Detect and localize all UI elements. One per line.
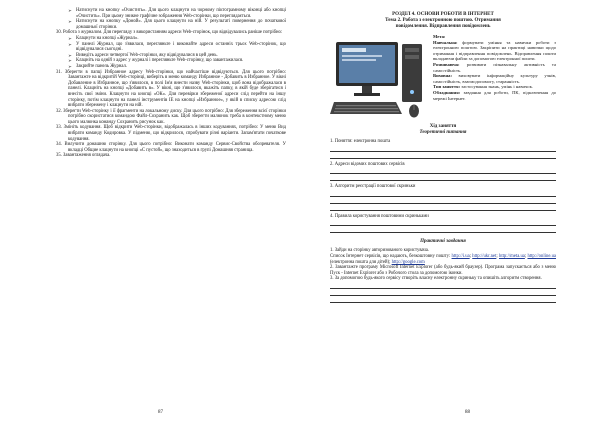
list-item: ➢ Клацніть на одній з адрес у журналі і перегляньте Web-сторінку, що завантажилася.	[68, 58, 286, 64]
goal-item: Тип заняття: застосування знань, умінь і навичок.	[433, 84, 533, 90]
practical-item-1: 1. Зайди на сторінку авторизованого користувача.	[330, 248, 429, 254]
step-30: 30. Робота з журналом. Для перегляду з використанням адреси Web-сторінок, що відвідувались раніше потрібно:	[56, 30, 283, 36]
theory-heading: Теоретичні питання	[419, 130, 467, 135]
answer-line	[330, 296, 556, 303]
goals-heading: Мета:	[433, 34, 446, 39]
items-top-list	[56, 8, 286, 30]
topic-line-1: Тема 2. Робота з електронною поштою. Отримання	[385, 18, 501, 23]
practical-item-2: 2. Завантажте програму Microsoft Internet Explorer (або будь-який браузер). Програма запускається або з меню Пуск - Internet Explorer або з Робочого стола за допомогою іконки.	[330, 265, 556, 276]
left-page-text	[56, 8, 286, 159]
list-item: ➢ Натиснути на кнопку «Очистить». Для цього клацнути на чорному піктограмному віконці або кнопці «Очистить». При цьому зникне графічне зображення Web-сторінки, що переглядається.	[68, 8, 286, 19]
step-34: 34. Вилучити домашню сторінку. Для цього потрібно: Виконати команду Сервис-Свойства обозревателя. У вкладці Общие клацнути на кнопці «С пустой», що знаходиться в групі Домашняя страница.	[56, 142, 286, 153]
link-google[interactable]: http://google.com	[391, 259, 425, 265]
answer-line	[330, 282, 556, 289]
practical-item-3: 3. За допомогою будь-якого сервісу створіть власну електронну скриньку та опишіть алгоритм створення.	[330, 276, 542, 282]
step-35: 35. Завантаження оглядача.	[56, 153, 111, 159]
list-item: ➢ У панелі Журнал, що з'явилася, перегляньте і виконайте адреси останніх трьох Web-сторінок, що відвідувалися сьогодні.	[68, 42, 286, 53]
link-i-ua[interactable]: http://i.ua	[451, 253, 470, 259]
question-3: 3. Алгоритм реєстрації поштової скриньки	[330, 184, 416, 190]
question-1: 1. Поняття: електронна пошта	[330, 139, 391, 144]
page-number-left: 87	[158, 410, 163, 415]
step-32: 32. Зберегти Web-сторінку і її фрагменти на локальному диску. Для цього потрібно: Для збереження всієї сторінки потрібно скористатися командою Файл-Сохранить как. Щоб зберегти малюнок треба в контекстному меню цього малюнка команду Сохранить рисунок как.	[56, 108, 286, 125]
answer-line	[330, 145, 556, 152]
answer-line	[330, 204, 556, 211]
items-30-list	[56, 36, 286, 70]
answer-line	[330, 226, 556, 233]
answer-line	[330, 190, 556, 197]
goal-item: Виховна: виховувати інформаційну культуру учнів, самостійність, взаємодопомогу, старанність.	[433, 73, 556, 84]
computer-illustration	[330, 36, 428, 120]
right-page	[300, 0, 600, 424]
list-item: ➢ Натиснути на кнопку «Домой». Для цього клацнути на ній. У результаті повернення до початкової домашньої сторінки.	[68, 19, 286, 30]
answer-line	[330, 152, 556, 159]
step-33: 33. Змініть кодування. Щоб відкрити Web-сторінки, відображалась в інших кодуваннях, потрібно: У меню Вид вибрати команду Кодировка. У підменю, що відкрилося, спробувати різні варіанти. Запам'ятати початкове кодування.	[56, 125, 286, 142]
link-online-ua[interactable]: http://online.ua	[527, 253, 556, 259]
section-title: РОЗДІЛ 4. ОСНОВИ РОБОТИ В ІНТЕРНЕТ	[392, 12, 494, 17]
answer-line	[330, 174, 556, 181]
step-31: 31. Зберегти в папці Избранное адресу Web-сторінки, що найчастіше відвідуються. Для цього потрібно: Завантажте на відкритій Web-сторінці, виберіть в меню команду Избранное - Добавить в Избранное. У вікні Добавление в Избранное, що з'явилося, в полі Ім'я внести назву Web-сторінки, щоб вона відображалася в панелі. Клацніть на кнопці «Добавить в». У вікні, що з'явилося, вкажіть папку, в якій буде зберігатися і внесіть свої зміни. Клацнути на кнопці «ОК». Для перевірки збереженої адреси слід перейти на іншу сторінку, потім клацнути на панелі інструментів IE на кнопці «Избранное», у якій в списку адресою слід вибрати збережену і клацнути на ній.	[56, 69, 286, 109]
answer-line	[330, 197, 556, 204]
work-heading: Хід заняття	[429, 124, 457, 129]
intro-block	[330, 34, 556, 124]
goal-item: Розвиваюча: розвивати пізнавальну активність та самостійність.	[433, 61, 556, 73]
question-4: 4. Правила користування поштовими скриньками	[330, 213, 429, 219]
answer-line	[330, 167, 556, 174]
link-meta-ua[interactable]: http://meta.ua	[498, 253, 525, 259]
page-number-right: 88	[465, 410, 470, 415]
link-ukr-net[interactable]: http://ukr.net	[472, 253, 497, 259]
practical-heading: Практичні завдання	[420, 239, 466, 245]
answer-line	[330, 219, 556, 226]
goal-item: Обладнання: завдання для роботи, ПК, підключення до мережі Інтернет.	[433, 89, 556, 101]
practical-tasks	[330, 248, 556, 282]
goal-item: Навчальна: формувати уміння та навички роботи з електронною поштою. Закріпити на практиці навички щодо отримання і відправлення повідомлень. Відправлення пошти вкладаючи файли за допомогою електронної пошти.	[433, 39, 556, 62]
links-block: Список Інтернет сервісів, що надають, безкоштовну пошту: http://i.ua; http://ukr.net; http://meta.ua; http://online.ua (електронна пошта для дітей); http://google.com	[330, 253, 556, 265]
answer-line	[330, 289, 556, 296]
goals-block	[433, 34, 556, 101]
list-item: ➢ Клацнути на кнопці «Журнал».	[68, 36, 286, 42]
topic-line-2: повідомлення. Відправлення повідомлень	[395, 24, 491, 29]
question-2: 2. Адреси відомих поштових сервісів	[330, 161, 405, 167]
list-item: ➢ Виведіть адреси четвертої Web-сторінки, яку відвідувалися в цей день.	[68, 53, 286, 59]
links-note: (електронна пошта для дітей);	[330, 259, 391, 265]
links-intro: Список Інтернет сервісів, що надають, безкоштовну пошту:	[330, 253, 451, 259]
list-item: ➢ Закрийте панель Журнал.	[68, 64, 286, 70]
